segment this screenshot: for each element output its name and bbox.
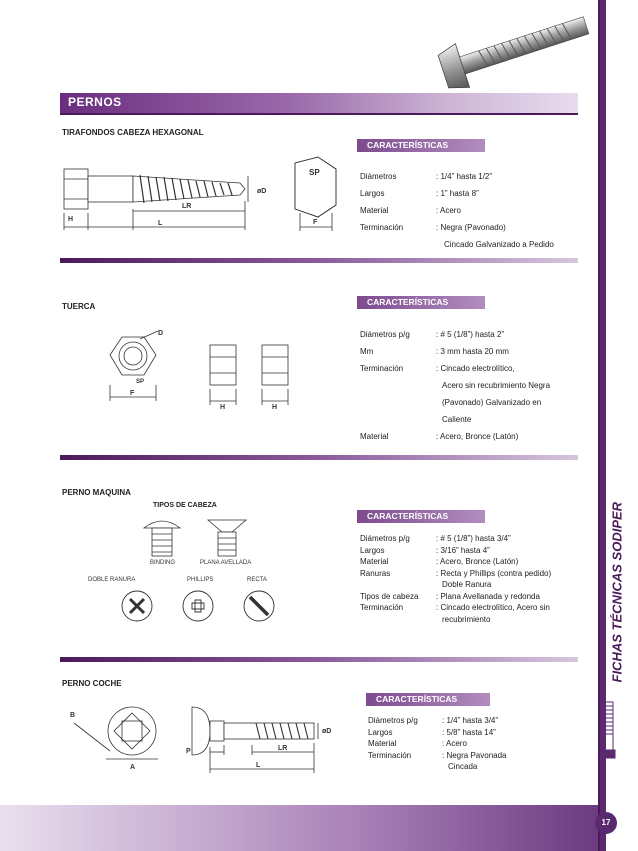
spec-value: : # 5 (1/8”) hasta 3/4” (436, 534, 511, 543)
dim-label-b: B (70, 712, 76, 719)
spec-value: : Plana Avellanada y redonda (436, 591, 540, 601)
dim-label-h: H (220, 404, 226, 411)
spec-key: Largos (360, 545, 385, 555)
specs-tuerca (360, 326, 590, 445)
spec-value: : Negra Pavonada (442, 750, 507, 760)
spec-value: : Acero, Bronce (Latón) (436, 557, 519, 566)
spec-value: : 3/16” hasta 4” (436, 545, 490, 555)
spec-value: : 1” hasta 8” (436, 189, 479, 198)
spec-key: Material (360, 206, 389, 215)
section-title-perno-coche: PERNO COCHE (62, 679, 122, 688)
dim-label-lr: LR (182, 203, 192, 210)
dim-label-f: F (130, 390, 135, 397)
specs-perno-coche (368, 715, 588, 773)
spec-value: Caliente (442, 415, 472, 424)
section-title-perno-maquina: PERNO MAQUINA (62, 488, 131, 497)
spec-key: Diámetros p/g (360, 534, 410, 543)
spec-value: Cincado Galvanizado a Pedido (444, 240, 554, 249)
dim-label-h: H (68, 216, 74, 223)
spec-value: : Acero, Bronce (Latón) (436, 432, 519, 441)
page-number: 17 (595, 812, 617, 834)
tuerca-drawing (100, 325, 300, 415)
spec-value: Doble Ranura (442, 580, 492, 589)
spec-value: : 5/8” hasta 14” (442, 727, 496, 737)
section-title-tirafondos: TIRAFONDOS CABEZA HEXAGONAL (62, 128, 204, 137)
sidebar-title-text: FICHAS TÉCNICAS SODIPER (609, 501, 625, 683)
spec-key: Terminación (360, 364, 404, 373)
spec-key: Material (368, 739, 397, 748)
characteristics-tab: CARACTERÍSTICAS (366, 693, 490, 706)
spec-key: Material (360, 432, 389, 441)
spec-value: Acero sin recubrimiento Negra (442, 381, 551, 390)
slot-type-recta: RECTA (247, 577, 267, 583)
spec-value: : 3 mm hasta 20 mm (436, 347, 509, 356)
slot-type-phillips: PHILLIPS (187, 577, 214, 583)
dim-label-sp: SP (136, 379, 145, 385)
spec-key: Ranuras (360, 568, 391, 578)
spec-key: Terminación (368, 750, 412, 760)
section-divider (60, 657, 578, 662)
dim-label-l: L (158, 220, 163, 227)
spec-value: : 1/4” hasta 1/2” (436, 172, 493, 181)
dim-label-f: F (313, 219, 318, 226)
bolt-icon (602, 700, 616, 762)
dim-label-h: H (272, 404, 278, 411)
dim-label-p: P (186, 748, 191, 755)
spec-value: : Recta y Phillips (contra pedido) (436, 568, 552, 578)
slot-type-doble-ranura: DOBLE RANURA (88, 577, 136, 583)
head-type-binding: BINDING (150, 560, 176, 566)
dim-label-lr: LR (278, 745, 288, 752)
section-title-tuerca: TUERCA (62, 302, 96, 311)
specs-perno-maquina (360, 533, 590, 625)
section-divider (60, 258, 578, 263)
spec-value: Cincada (448, 762, 478, 771)
spec-key: Diámetros p/g (360, 330, 410, 339)
characteristics-tab: CARACTERÍSTICAS (357, 296, 485, 309)
dim-label-od: øD (257, 188, 267, 195)
spec-value: : Negra (Pavonado) (436, 223, 506, 232)
spec-key: Material (360, 557, 389, 566)
spec-value: : Acero (442, 739, 467, 748)
spec-value: (Pavonado) Galvanizado en (442, 398, 542, 407)
characteristics-tab: CARACTERÍSTICAS (357, 510, 485, 523)
spec-value: : Cincado electrolítico, (436, 364, 515, 373)
spec-key: Diámetros (360, 172, 397, 181)
spec-key: Mm (360, 347, 374, 356)
spec-value: recubrimiento (442, 614, 491, 624)
spec-key: Terminación (360, 603, 404, 612)
bolt-photo (430, 5, 590, 90)
slot-types-drawing (110, 588, 280, 628)
head-types-drawing (130, 510, 270, 560)
characteristics-tab: CARACTERÍSTICAS (357, 139, 485, 152)
spec-key: Largos (360, 189, 385, 198)
spec-value: : # 5 (1/8”) hasta 2” (436, 330, 505, 339)
perno-coche-drawing (60, 695, 340, 777)
sidebar-title (596, 501, 626, 690)
page-title: PERNOS (68, 95, 122, 109)
dim-label-sp: SP (309, 168, 320, 177)
head-types-title: TIPOS DE CABEZA (153, 502, 217, 509)
footer-band (0, 805, 598, 851)
dim-label-d: D (158, 330, 164, 337)
spec-key: Diámetros p/g (368, 716, 418, 725)
head-type-plana-avellada: PLANA AVELLADA (200, 560, 252, 566)
spec-key: Terminación (360, 223, 404, 232)
dim-label-l: L (256, 762, 261, 769)
spec-value: : 1/4” hasta 3/4” (442, 716, 499, 725)
spec-key: Tipos de cabeza (360, 591, 419, 601)
spec-value: : Acero (436, 206, 461, 215)
dim-label-a: A (130, 764, 136, 771)
dim-label-od: øD (322, 728, 332, 735)
header-band (60, 93, 578, 113)
tirafondo-drawing (60, 155, 350, 235)
spec-key: Largos (368, 727, 393, 737)
header-underline (60, 113, 578, 115)
section-divider (60, 455, 578, 460)
spec-value: : Cincado electrolítico, Acero sin (436, 603, 550, 612)
specs-tirafondos (360, 168, 590, 253)
